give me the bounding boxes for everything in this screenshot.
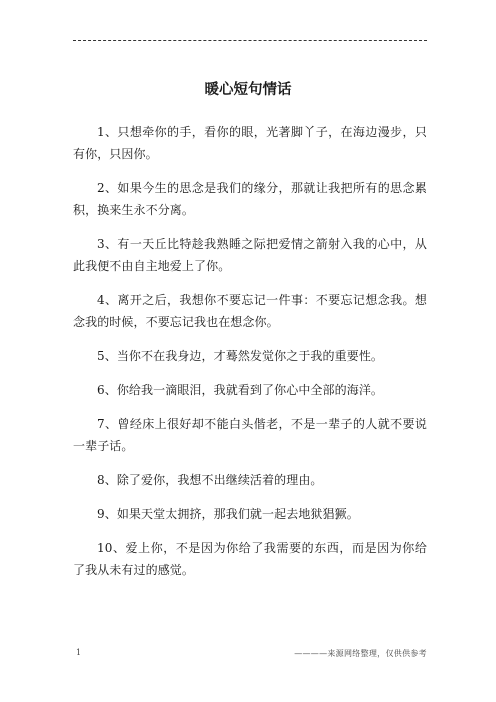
- paragraph-7: 7、曾经床上很好却不能白头偕老，不是一辈子的人就不要说一辈子话。: [73, 417, 427, 453]
- paragraph-9: 9、如果天堂太拥挤，那我们就一起去地狱猖獗。: [97, 507, 359, 521]
- paragraph-10: 10、爱上你，不是因为你给了我需要的东西，而是因为你给了我从未有过的感觉。: [73, 541, 427, 577]
- paragraph-5: 5、当你不在我身边，才蓦然发觉你之于我的重要性。: [97, 349, 384, 363]
- document-body: [73, 121, 427, 593]
- header-dashed-rule: [73, 40, 427, 41]
- source-note: ————来源网络整理，仅供供参考: [294, 649, 427, 658]
- paragraph-6: 6、你给我一滴眼泪，我就看到了你心中全部的海洋。: [97, 383, 384, 397]
- paragraph-8: 8、除了爱你，我想不出继续活着的理由。: [97, 473, 323, 487]
- paragraph-3: 3、有一天丘比特趁我熟睡之际把爱情之箭射入我的心中，从此我便不由自主地爱上了你。: [73, 237, 427, 273]
- page-number: 1: [76, 648, 82, 657]
- page-footer: [73, 648, 427, 662]
- paragraph-4: 4、离开之后，我想你不要忘记一件事：不要忘记想念我。想念我的时候，不要忘记我也在想念你。: [73, 293, 427, 329]
- document-title: 暖心短句情话: [204, 82, 292, 98]
- paragraph-2: 2、如果今生的思念是我们的缘分，那就让我把所有的思念累积，换来生永不分离。: [73, 181, 427, 217]
- paragraph-1: 1、只想牵你的手，看你的眼，光著脚丫子，在海边漫步，只有你，只因你。: [73, 125, 427, 161]
